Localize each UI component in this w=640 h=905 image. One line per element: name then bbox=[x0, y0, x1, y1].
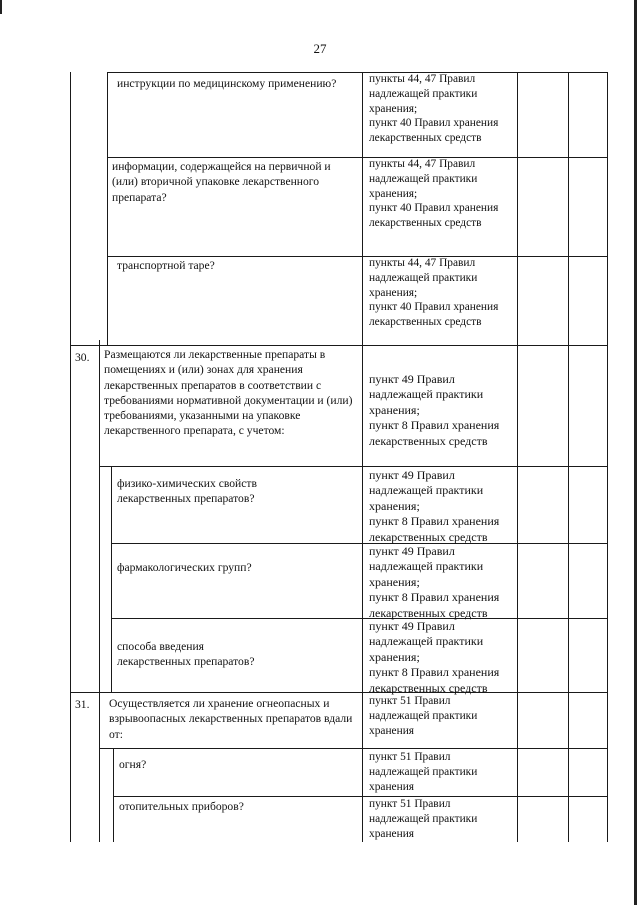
reference-line: лекарственных средств bbox=[369, 605, 488, 620]
reference-line: пункты 44, 47 Правил bbox=[369, 158, 476, 170]
reference-line: пункты 44, 47 Правил bbox=[369, 73, 476, 85]
reference-line: пункт 8 Правил хранения bbox=[369, 590, 500, 605]
reference-line: хранения; bbox=[369, 286, 418, 299]
question-cell: фармакологических групп? bbox=[117, 561, 252, 574]
reference-line: пункт 8 Правил хранения bbox=[369, 418, 500, 433]
reference-cell bbox=[369, 544, 517, 621]
question-column-border bbox=[362, 72, 363, 842]
reference-line: пункт 40 Правил хранения bbox=[369, 117, 499, 130]
reference-column-border bbox=[517, 72, 518, 842]
row-divider bbox=[100, 748, 607, 749]
reference-line: пункт 49 Правил bbox=[369, 544, 455, 558]
reference-line: надлежащей практики bbox=[369, 765, 478, 778]
sub-column-border-lower bbox=[111, 466, 112, 692]
row-divider bbox=[100, 466, 607, 467]
question-cell: способа введения лекарственных препаратов? bbox=[117, 640, 255, 669]
question-cell: Размещаются ли лекарственные препараты в помещениях и (или) зонах для хранения лекарственных препаратов в соответствии с требованиями нормативной документации и (или) требованиями, указанными на упаковке лекарственного препарата, с учетом: bbox=[104, 348, 353, 438]
reference-line: надлежащей практики bbox=[369, 634, 484, 649]
reference-line: пункт 49 Правил bbox=[369, 372, 455, 386]
reference-line: пункт 49 Правил bbox=[369, 619, 455, 633]
reference-cell bbox=[369, 372, 517, 449]
question-cell: информации, содержащейся на первичной и (или) вторичной упаковке лекарственного препарата? bbox=[112, 160, 331, 204]
reference-line: надлежащей практики bbox=[369, 812, 478, 825]
reference-cell bbox=[369, 157, 517, 231]
reference-line: надлежащей практики bbox=[369, 87, 478, 100]
reference-cell bbox=[369, 72, 517, 146]
reference-line: лекарственных средств bbox=[369, 529, 488, 544]
reference-line: хранения bbox=[369, 827, 415, 840]
page-number: 27 bbox=[313, 41, 327, 56]
sub-column-border-upper bbox=[107, 72, 108, 346]
row-divider bbox=[107, 157, 607, 158]
reference-line: пункт 8 Правил хранения bbox=[369, 514, 500, 529]
reference-line: пункты 44, 47 Правил bbox=[369, 257, 476, 269]
reference-line: пункт 49 Правил bbox=[369, 468, 455, 482]
question-cell: отопительных приборов? bbox=[119, 800, 244, 813]
reference-line: надлежащей практики bbox=[369, 387, 484, 402]
row-divider bbox=[70, 692, 607, 693]
answer-column-border bbox=[568, 72, 569, 842]
reference-line: надлежащей практики bbox=[369, 709, 478, 722]
num-column-border bbox=[99, 340, 100, 842]
table-top-border bbox=[107, 72, 607, 73]
question-cell: Осуществляется ли хранение огнеопасных и взрывоопасных лекарственных препаратов вдали от: bbox=[109, 697, 353, 741]
table-left-border bbox=[70, 72, 71, 842]
question-cell: транспортной таре? bbox=[117, 259, 215, 272]
reference-cell bbox=[369, 619, 517, 696]
table-right-border bbox=[607, 72, 608, 842]
reference-line: хранения bbox=[369, 780, 415, 793]
reference-line: хранения; bbox=[369, 574, 420, 589]
row-divider bbox=[111, 543, 607, 544]
sub-column-border-bottom bbox=[113, 748, 114, 842]
reference-line: лекарственных средств bbox=[369, 132, 482, 145]
reference-line: пункт 51 Правил bbox=[369, 798, 451, 810]
reference-line: надлежащей практики bbox=[369, 172, 478, 185]
question-cell: огня? bbox=[119, 758, 147, 771]
row-divider bbox=[111, 618, 607, 619]
question-cell: физико-химических свойств лекарственных препаратов? bbox=[117, 477, 257, 506]
reference-cell bbox=[369, 797, 517, 841]
reference-cell bbox=[369, 694, 517, 738]
reference-line: хранения; bbox=[369, 187, 418, 200]
reference-line: пункт 8 Правил хранения bbox=[369, 665, 500, 680]
scan-edge-mark bbox=[0, 0, 2, 14]
reference-line: хранения bbox=[369, 724, 415, 737]
reference-line: надлежащей практики bbox=[369, 559, 484, 574]
reference-line: лекарственных средств bbox=[369, 316, 482, 329]
reference-cell bbox=[369, 256, 517, 330]
reference-line: хранения; bbox=[369, 498, 420, 513]
question-cell: инструкции по медицинскому применению? bbox=[117, 77, 337, 90]
reference-line: пункт 40 Правил хранения bbox=[369, 202, 499, 215]
reference-line: лекарственных средств bbox=[369, 680, 488, 695]
reference-line: пункт 40 Правил хранения bbox=[369, 301, 499, 314]
reference-line: лекарственных средств bbox=[369, 433, 488, 448]
reference-line: надлежащей практики bbox=[369, 271, 478, 284]
item-number: 31. bbox=[75, 698, 90, 711]
reference-line: пункт 51 Правил bbox=[369, 695, 451, 707]
item-number: 30. bbox=[75, 351, 90, 364]
reference-line: пункт 51 Правил bbox=[369, 751, 451, 763]
reference-line: надлежащей практики bbox=[369, 483, 484, 498]
reference-line: хранения; bbox=[369, 649, 420, 664]
reference-line: лекарственных средств bbox=[369, 217, 482, 230]
row-divider bbox=[107, 256, 607, 257]
row-divider bbox=[113, 796, 607, 797]
scan-edge-bar bbox=[634, 0, 637, 905]
reference-line: хранения; bbox=[369, 402, 420, 417]
reference-cell bbox=[369, 468, 517, 545]
reference-cell bbox=[369, 750, 517, 794]
reference-line: хранения; bbox=[369, 102, 418, 115]
row-divider bbox=[70, 345, 607, 346]
